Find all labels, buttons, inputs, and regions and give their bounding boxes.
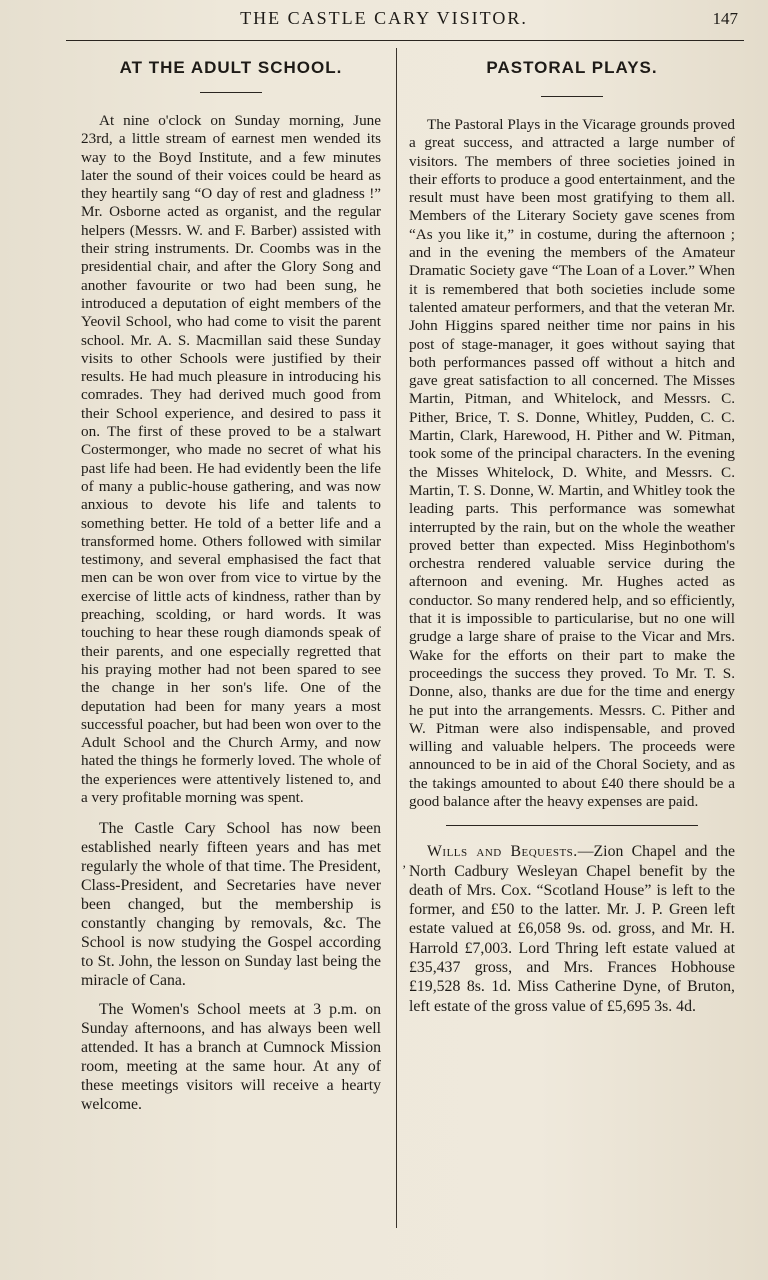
right-column xyxy=(402,52,735,1016)
wills-and-bequests xyxy=(402,842,735,1016)
margin-mark: ’ xyxy=(402,862,407,878)
section-rule xyxy=(446,825,698,826)
pastoral-plays-paragraph: The Pastoral Plays in the Vicarage grounds proved a great success, and attracted a large number of visitors. The members of three societies joined in their efforts to produce a good entertainment, and the result must have been most gratifying to them all. Members of the Literary Society gave scenes from “As you like it,” in costume, during the afternoon ; and in the evening the members of the Amateur Dramatic Society gave “The Loan of a Lover.” When it is remembered that both societies include some talented amateur performers, and that the veteran Mr. John Higgins spared neither time nor pains in his post of stage-manager, it goes without saying that both performances passed off without a hitch and gave great satisfaction to all concerned. The Misses Martin, Pitman, and Whitelock, and Messrs. C. Pither, Brice, T. S. Donne, Whitley, Pudden, C. C. Martin, Clark, Harewood, H. Pither and W. Pitman, took some of the principal characters. In the evening the Misses Whitelock, D. White, and Messrs. C. Martin, T. S. Donne, W. Martin, and Whitley took the leading parts. This performance was somewhat interrupted by the rain, but on the whole the weather proved better than expected. Miss Heginbothom's orchestra rendered valuable service during the afternoon and evening. Mr. Hughes acted as conductor. So many rendered help, and so efficiently, that it is impossible to particularise, but no one will grudge a large share of praise to the Vicar and Mrs. Wake for the efforts on their part to make the proceedings the success they proved. To Mr. T. S. Donne, also, thanks are due for the time and energy he put into the arrangements. Messrs. C. Pither and W. Pitman were also indispensable, and proved willing and valuable helpers. The proceeds were announced to be in aid of the Choral Society, and as the takings amounted to about £40 there should be a good balance after the heavy expenses are paid. xyxy=(409,116,735,810)
heading-rule xyxy=(200,92,262,93)
column-divider xyxy=(396,48,397,1228)
adult-school-paragraph-1: At nine o'clock on Sunday morning, June 23rd, a little stream of earnest men wended its way to the Boyd Institute, and a few minutes later the sound of their voices could be heard as they heartily sang “O day of rest and gladness !” Mr. Osborne acted as organist, and the regular helpers (Messrs. W. and F. Barber) assisted with their string instruments. Dr. Coombs was in the presidential chair, and after the Glory Song and another favourite or two had been sung, he introduced a deputation of eight members of the Yeovil School, who had come to visit the parent school. Mr. A. S. Macmillan said these Sunday visits to other Schools were justified by their results. He had much pleasure in introducing his comrades. They had derived much good from their School experience, and desired to pass it on. The first of these proved to be a stalwart Costermonger, who made no secret of what his past life had been. He had evidently been the life of many a public-house gathering, and was now anxious to devote his life and talents to something better. He told of a better life and a transformed home. Others followed with similar testimony, and several emphasised the fact that men can be won over from vice to virtue by the exercise of little acts of kindness, rather than by preaching, scolding, or hard words. It was touching to hear these rough diamonds speak of their parents, and one especially regretted that his praying mother had not been spared to see the change in her son's life. One of the deputation had been for many years a most successful poacher, but had been won over to the Adult School and the Church Army, and now hated the things he formerly loved. The whole of the experiences were attentively listened to, and a very profitable morning was spent. xyxy=(81,112,381,806)
pastoral-plays-heading: PASTORAL PLAYS. xyxy=(486,58,658,77)
wills-title: Wills and Bequests. xyxy=(427,843,578,861)
wills-paragraph xyxy=(409,842,735,1016)
adult-school-paragraph-2: The Castle Cary School has now been established nearly fifteen years and has met regularly the whole of that time. The President, Class-President, and Secretaries have never been changed, but the membership is constantly changing by removals, &c. The School is now studying the Gospel according to St. John, the lesson on Sunday last being the miracle of Cana. xyxy=(81,820,381,990)
page-number: 147 xyxy=(712,9,738,28)
journal-title: THE CASTLE CARY VISITOR. xyxy=(240,8,528,28)
wills-text: —Zion Chapel and the North Cadbury Wesleyan Chapel benefit by the death of Mrs. Cox. “Scotland House” is left to the former, and £50 to the latter. Mr. J. P. Green left estate valued at £6,058 9s. od. gross, and Mr. H. Harrold £7,003. Lord Thring left estate valued at £35,437 gross, and Mrs. Frances Hobhouse £19,528 8s. 1d. Miss Catherine Dyne, of Bruton, left estate of the gross value of £5,695 3s. 4d. xyxy=(409,843,735,1015)
running-head xyxy=(0,6,768,34)
adult-school-paragraph-3: The Women's School meets at 3 p.m. on Sunday afternoons, and has always been well attended. It has a branch at Cumnock Mission room, meeting at the same hour. At any of these meetings visitors will receive a hearty welcome. xyxy=(81,1001,381,1114)
heading-rule xyxy=(541,96,603,97)
header-rule xyxy=(66,40,744,41)
left-column xyxy=(81,52,381,1114)
adult-school-heading: AT THE ADULT SCHOOL. xyxy=(119,58,343,77)
